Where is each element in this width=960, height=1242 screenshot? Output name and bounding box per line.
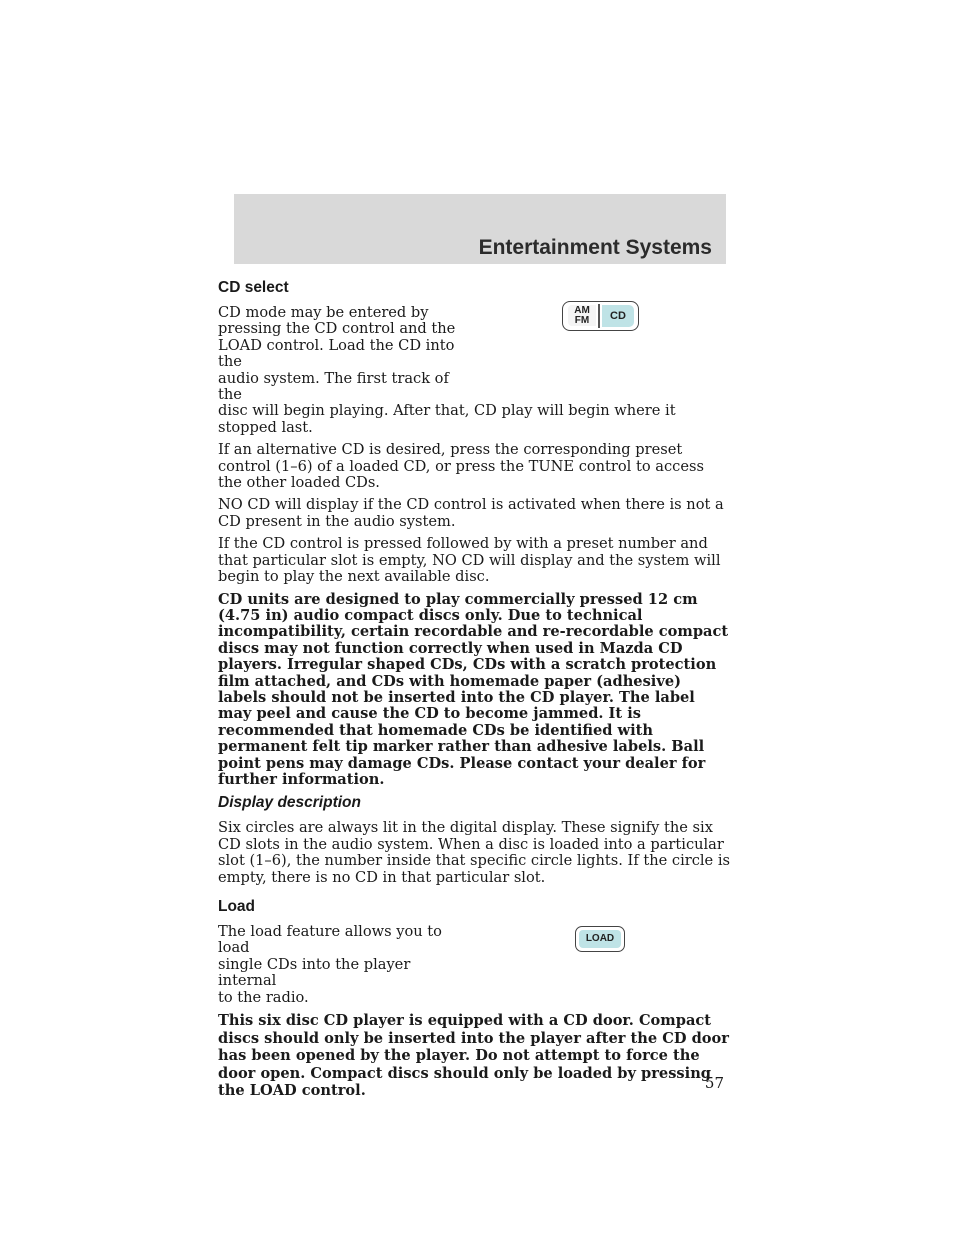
load-button-illustration xyxy=(575,926,625,952)
section-header xyxy=(234,194,726,264)
load-intro xyxy=(218,924,730,1006)
cd-select-paragraph-2: If an alternative CD is desired, press the corresponding preset control (1–6) of a loaded CD, or press the TUNE control to access the other loaded CDs. xyxy=(218,441,704,492)
intro-line: The load feature allows you to load xyxy=(218,923,442,957)
load-heading: Load xyxy=(218,898,256,915)
cd-select-heading: CD select xyxy=(218,279,289,296)
cd-select-intro-lines xyxy=(218,305,468,403)
intro-line: audio system. The first track of the xyxy=(218,369,449,404)
load-intro-lines xyxy=(218,924,468,1006)
cd-select-intro xyxy=(218,305,730,403)
load-label: LOAD xyxy=(579,930,621,948)
cd-select-paragraph-3: NO CD will display if the CD control is activated when there is not a CD present in the audio system. xyxy=(218,496,724,530)
fm-label: FM xyxy=(574,315,590,326)
page-content xyxy=(218,279,730,1106)
intro-line: single CDs into the player internal xyxy=(218,955,411,990)
intro-line: to the radio. xyxy=(218,988,309,1006)
am-label: AM xyxy=(574,305,590,316)
intro-line: pressing the CD control and the xyxy=(218,320,456,338)
button-divider xyxy=(598,304,600,328)
section-title: Entertainment Systems xyxy=(478,236,712,259)
cd-select-paragraph-4: If the CD control is pressed followed by with a preset number and that particular slot is empty, NO CD will display and the system will begin to play the next available disc. xyxy=(218,535,721,586)
cd-warning: CD units are designed to play commercially pressed 12 cm (4.75 in) audio compact discs only. Due to technical incompatibility, certain recordable and re-recordable compact discs may not function correctly when used in Mazda CD players. Irregular shaped CDs, CDs with a scratch protection film attached, and CDs with homemade paper (adhesive) labels should not be inserted into the CD player. The label may peel and cause the CD to become jammed. It is recommended that homemade CDs be identified with permanent felt tip marker rather than adhesive labels. Ball point pens may damage CDs. Please contact your dealer for further information. xyxy=(218,590,729,788)
am-fm-segment xyxy=(568,305,596,326)
intro-line: CD mode may be entered by xyxy=(218,304,429,321)
intro-line: LOAD control. Load the CD into the xyxy=(218,336,455,371)
page-number: 57 xyxy=(704,1074,724,1092)
cd-select-intro-rest: disc will begin playing. After that, CD play will begin where it stopped last. xyxy=(218,402,676,436)
display-description-text: Six circles are always lit in the digital display. These signify the six CD slots in the audio system. When a disc is loaded into a particular slot (1–6), the number inside that specific circle lights. If the circle is empty, there is no CD in that particular slot. xyxy=(218,819,730,886)
display-description-heading: Display description xyxy=(218,794,361,812)
load-warning: This six disc CD player is equipped with a CD door. Compact discs should only be inserted into the player after the CD door has been opened by the player. Do not attempt to force the door open. Compact discs should only be loaded by pressing the LOAD control. xyxy=(218,1012,729,1100)
cd-segment: CD xyxy=(602,305,634,327)
am-fm-cd-button-illustration xyxy=(562,301,639,331)
